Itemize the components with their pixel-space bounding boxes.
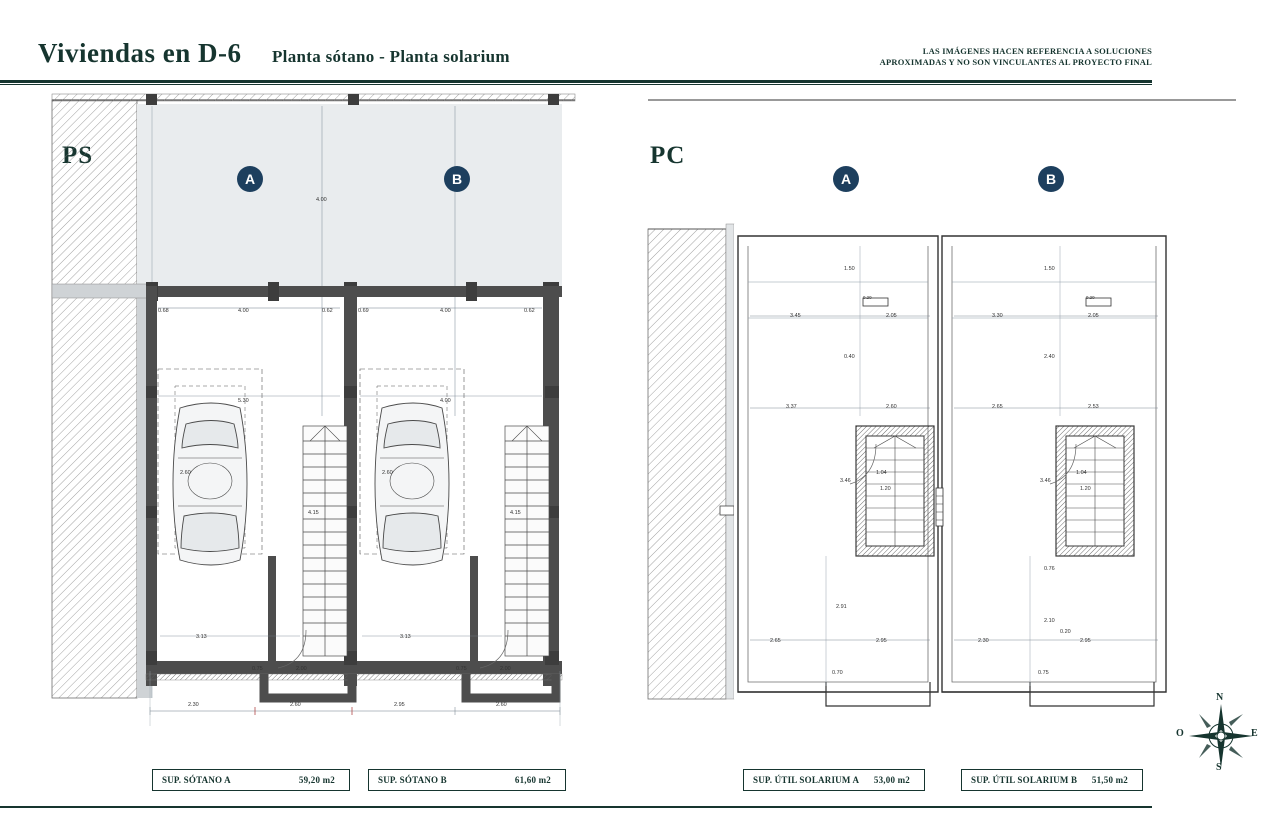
- area-box-solarium-a: [743, 769, 925, 791]
- plan-code-pc: PC: [650, 142, 686, 169]
- page-subtitle: Planta sótano - Planta solarium: [272, 47, 510, 66]
- dim-text: 0.75: [252, 666, 263, 672]
- solarium-plan-drawing: [620, 86, 1280, 801]
- dim-text: 2.60: [886, 404, 897, 410]
- disclaimer-line-2: APROXIMADAS Y NO SON VINCULANTES AL PROYECTO FINAL: [879, 57, 1152, 67]
- dim-text: 0.62: [524, 308, 535, 314]
- dim-text: 1.20: [1080, 486, 1091, 492]
- dim-text: 4.00: [238, 308, 249, 314]
- disclaimer-line-1: LAS IMÁGENES HACEN REFERENCIA A SOLUCIONES: [922, 46, 1152, 56]
- dim-text: 0.68: [158, 308, 169, 314]
- dim-text: 3.30: [992, 313, 1003, 319]
- sheet-header: [0, 0, 1280, 86]
- dim-text: 2.05: [1088, 313, 1099, 319]
- dim-text: 2.30: [188, 702, 199, 708]
- dim-text: 0.20: [863, 295, 872, 300]
- page-title: [38, 38, 242, 69]
- dim-text: 1.04: [876, 470, 887, 476]
- area-value: 51,50 m2: [1091, 775, 1128, 785]
- dim-text: 3.13: [196, 634, 207, 640]
- area-box-solarium-b: [961, 769, 1143, 791]
- dim-text: 3.45: [790, 313, 801, 319]
- dim-text: 0.69: [358, 308, 369, 314]
- area-value: 61,60 m2: [514, 775, 551, 785]
- dim-text: 0.70: [832, 670, 843, 676]
- dim-text: 0.76: [1044, 566, 1055, 572]
- area-label: SUP. SÓTANO B: [378, 775, 447, 785]
- dim-text: 0.20: [1060, 629, 1071, 635]
- dim-text: 1.50: [1044, 266, 1055, 272]
- dim-text: 1.20: [880, 486, 891, 492]
- dim-text: 2.60: [382, 470, 393, 476]
- dim-text: 0.62: [322, 308, 333, 314]
- dim-text: 2.91: [836, 604, 847, 610]
- compass-north-label: N: [1216, 692, 1224, 703]
- unit-badge-a: A: [833, 166, 859, 192]
- dim-text: 4.00: [440, 308, 451, 314]
- unit-badge-b: B: [1038, 166, 1064, 192]
- dim-text: 2.40: [1044, 354, 1055, 360]
- area-label: SUP. ÚTIL SOLARIUM A: [753, 775, 860, 785]
- dim-text: 5.30: [238, 398, 249, 404]
- unit-badge-b: B: [444, 166, 470, 192]
- area-value: 59,20 m2: [298, 775, 335, 785]
- dim-text: 2.00: [500, 666, 511, 672]
- dim-text: 1.50: [844, 266, 855, 272]
- compass-west-label: O: [1176, 728, 1184, 739]
- dim-text: 2.95: [394, 702, 405, 708]
- dim-text: 0.40: [844, 354, 855, 360]
- dim-text: 2.95: [876, 638, 887, 644]
- dim-text: 4.00: [440, 398, 451, 404]
- area-value: 53,00 m2: [873, 775, 910, 785]
- dim-text: 2.30: [978, 638, 989, 644]
- compass-rose: [1176, 692, 1258, 773]
- dim-text: 4.15: [510, 510, 521, 516]
- compass-east-label: E: [1251, 728, 1258, 739]
- area-box-basement-a: [152, 769, 350, 791]
- dim-text: 3.37: [786, 404, 797, 410]
- dim-text: 2.05: [886, 313, 897, 319]
- dim-text: 0.20: [1086, 295, 1095, 300]
- dim-text: 4.00: [316, 197, 327, 203]
- area-label: SUP. ÚTIL SOLARIUM B: [971, 775, 1078, 785]
- dim-text: 0.75: [456, 666, 467, 672]
- dim-text: 3.46: [840, 478, 851, 484]
- dim-text: 2.95: [1080, 638, 1091, 644]
- dim-text: 2.10: [1044, 618, 1055, 624]
- dim-text: 3.13: [400, 634, 411, 640]
- dim-text: 2.60: [496, 702, 507, 708]
- header-divider-thin: [0, 84, 1152, 85]
- header-divider: [0, 80, 1152, 83]
- dim-text: 2.65: [992, 404, 1003, 410]
- solarium-plan: [620, 86, 1280, 801]
- footer-divider: [0, 806, 1152, 808]
- dim-text: 3.46: [1040, 478, 1051, 484]
- area-box-basement-b: [368, 769, 566, 791]
- dim-text: 2.65: [770, 638, 781, 644]
- basement-plan: [0, 86, 620, 801]
- dim-text: 2.53: [1088, 404, 1099, 410]
- dim-text: 2.60: [180, 470, 191, 476]
- dim-text: 4.15: [308, 510, 319, 516]
- dim-text: 0.75: [1038, 670, 1049, 676]
- dim-text: 2.60: [290, 702, 301, 708]
- dim-text: 2.00: [296, 666, 307, 672]
- area-label: SUP. SÓTANO A: [162, 775, 231, 785]
- basement-plan-drawing: [0, 86, 620, 801]
- unit-badge-a: A: [237, 166, 263, 192]
- compass-south-label: S: [1216, 762, 1222, 773]
- disclaimer-note: [832, 46, 1152, 68]
- dim-text: 1.04: [1076, 470, 1087, 476]
- page-title-text: Viviendas en D-6: [38, 38, 242, 68]
